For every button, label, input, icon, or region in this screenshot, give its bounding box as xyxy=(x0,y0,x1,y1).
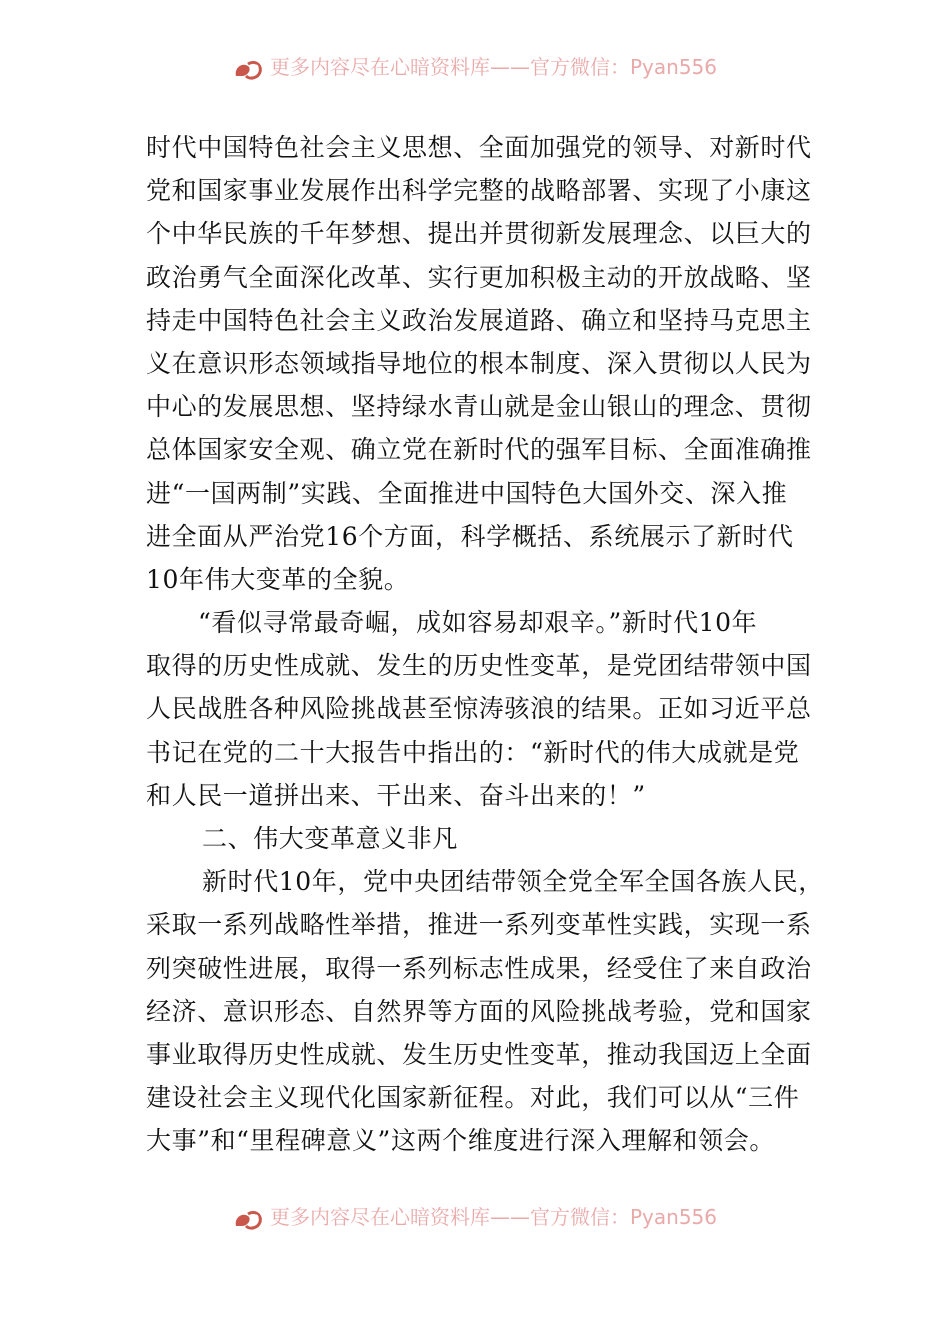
text-line: 列突破性进展，取得一系列标志性成果，经受住了来自政治 xyxy=(146,953,812,983)
text-line: 时代中国特色社会主义思想、全面加强党的领导、对新时代 xyxy=(146,133,812,162)
section-heading: 二、伟大变革意义非凡 xyxy=(202,824,459,853)
brand-logo-icon xyxy=(232,1208,266,1234)
document-body xyxy=(146,126,824,1163)
text-line: 总体国家安全观、确立党在新时代的强军目标、全面准确推 xyxy=(146,435,812,465)
brand-logo-icon xyxy=(232,58,266,84)
header-watermark-banner xyxy=(232,56,722,86)
text-line: 党和国家事业发展作出科学完整的战略部署、实现了小康这 xyxy=(146,176,812,206)
footer-watermark-text: 更多内容尽在心暗资料库——官方微信：Pyan556 xyxy=(270,1206,718,1229)
paragraph-start-line: “看似寻常最奇崛，成如容易却艰辛。”新时代10年 xyxy=(198,608,758,638)
text-line: 取得的历史性成就、发生的历史性变革，是党团结带领中国 xyxy=(146,651,812,681)
text-line: 中心的发展思想、坚持绿水青山就是金山银山的理念、贯彻 xyxy=(146,392,812,422)
paragraph-start-line: 新时代10年，党中央团结带领全党全军全国各族人民， xyxy=(202,867,824,897)
text-line: 进全面从严治党16个方面，科学概括、系统展示了新时代 xyxy=(146,521,794,551)
text-line: 经济、意识形态、自然界等方面的风险挑战考验，党和国家 xyxy=(146,996,812,1026)
text-line: 建设社会主义现代化国家新征程。对此，我们可以从“三件 xyxy=(146,1083,800,1113)
text-line: 个中华民族的千年梦想、提出并贯彻新发展理念、以巨大的 xyxy=(146,219,812,249)
header-watermark-text: 更多内容尽在心暗资料库——官方微信：Pyan556 xyxy=(270,56,718,79)
footer-watermark-banner xyxy=(232,1206,722,1236)
text-line: 义在意识形态领域指导地位的根本制度、深入贯彻以人民为 xyxy=(146,348,812,378)
text-line: 采取一系列战略性举措，推进一系列变革性实践，实现一系 xyxy=(146,910,812,940)
text-line: 事业取得历史性成就、发生历史性变革，推动我国迈上全面 xyxy=(146,1039,812,1069)
text-line: 政治勇气全面深化改革、实行更加积极主动的开放战略、坚 xyxy=(146,262,812,292)
text-line: 书记在党的二十大报告中指出的：“新时代的伟大成就是党 xyxy=(146,737,800,767)
text-line: 大事”和“里程碑意义”这两个维度进行深入理解和领会。 xyxy=(146,1126,775,1156)
text-line: 和人民一道拼出来、干出来、奋斗出来的！” xyxy=(146,780,646,810)
text-line: 持走中国特色社会主义政治发展道路、确立和坚持马克思主 xyxy=(146,305,812,335)
text-line: 人民战胜各种风险挑战甚至惊涛骇浪的结果。正如习近平总 xyxy=(146,694,812,724)
text-line: 10年伟大变革的全貌。 xyxy=(146,564,410,594)
text-line: 进“一国两制”实践、全面推进中国特色大国外交、深入推 xyxy=(146,478,788,508)
